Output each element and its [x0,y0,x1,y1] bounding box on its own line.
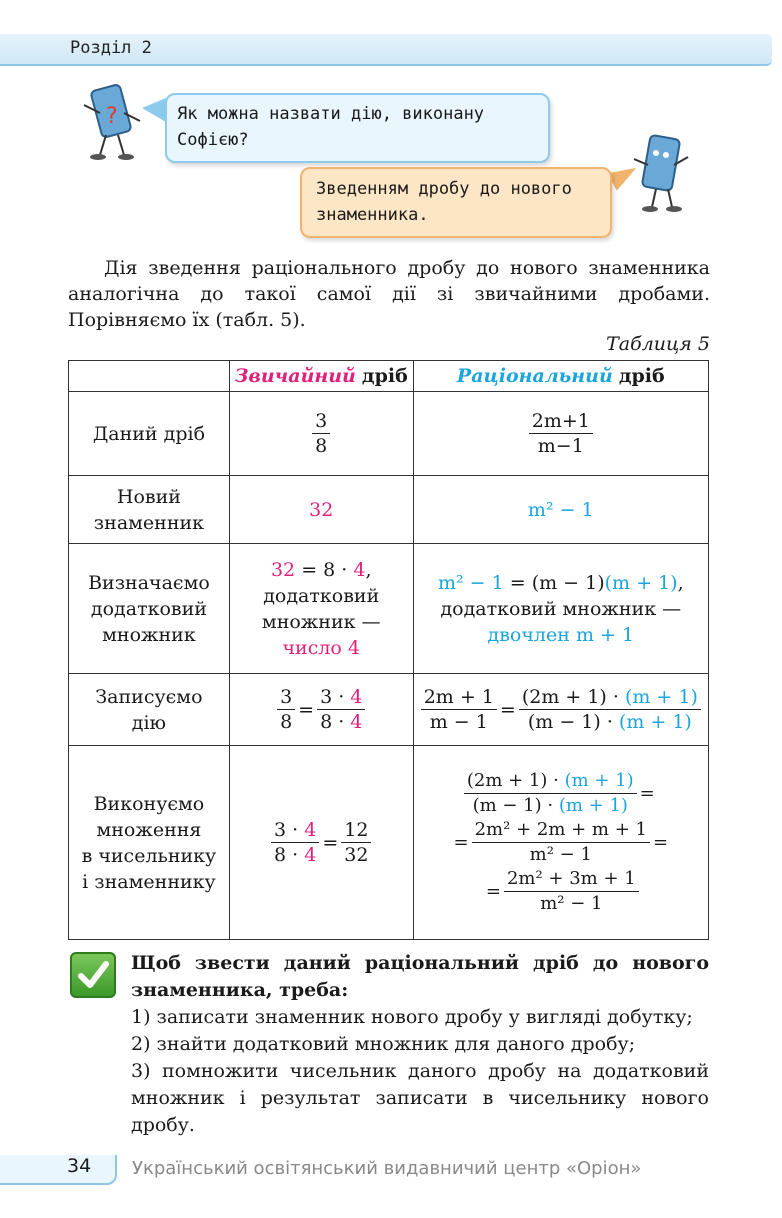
rule-step-2: 2) знайти додатковий множник для даного дробу; [131,1033,636,1055]
rational-multiply: $\frac{(2m + 1) \cdot (m + 1)}{(m - 1) \cdot (m + 1)}$ = = $\frac{\text{2m² + 2m + m + 1}}{\text{m² − 1}}$ = = $\frac{\text{2m² + 3m + 1}}{\text{m² − 1}}$ [413,746,708,940]
rational-factor: m² − 1 = (m − 1)(m + 1), додатковий множник — двочлен m + 1 [413,544,708,674]
table-header-row [69,361,709,392]
header-empty-cell [69,361,230,392]
checkmark-icon [70,952,116,998]
rational-given-fraction: $\frac{2m+1}{m-1}$ [413,392,708,476]
comparison-table [68,360,709,940]
rational-new-denominator: m² − 1 [413,476,708,544]
table-row [69,746,709,940]
answer-line-2: знаменника. [316,205,429,225]
intro-paragraph [68,255,710,333]
row-label-write: Записуємо дію [69,674,230,746]
speech-tail-left [142,98,166,122]
row-label-new-denominator: Новий знаменник [69,476,230,544]
table-row [69,544,709,674]
ordinary-given-fraction: $\frac{3}{8}$ [229,392,413,476]
chapter-label: Розділ 2 [70,38,152,58]
rule-step-3: 3) помножити чисельник даного дробу на додатковий множник і результат записати в чисельнику нового дробу. [131,1060,709,1136]
question-bubble [165,93,550,163]
rational-write: $\frac{2m + 1}{m - 1}$ = $\frac{(2m + 1) \cdot (m + 1)}{(m - 1) \cdot (m + 1)}$ [413,674,708,746]
rule-title: Щоб звести даний раціональний дріб до нового знаменника, треба: [131,952,709,1001]
row-label-factor: Визначаємо додатковий множник [69,544,230,674]
phone-character-left [82,83,152,163]
answer-bubble [300,167,612,238]
footer-tab [0,1155,117,1185]
table-row [69,674,709,746]
table-row [69,476,709,544]
page-number: 34 [67,1155,92,1177]
table-caption: Таблиця 5 [606,333,710,355]
ordinary-multiply: $\frac{3 \cdot 4}{8 \cdot 4}$ = $\frac{12}{32}$ [229,746,413,940]
question-line-1: Як можна назвати дію, виконану [177,104,485,124]
publisher-name: Український освітянський видавничий центр «Оріон» [132,1158,642,1179]
header-ordinary: Звичайний дріб [229,361,413,392]
intro-text: Дія зведення раціонального дробу до нового знаменника аналогічна до такої самої дії зі звичайними дробами. Порівняємо їх (табл. 5). [68,257,710,331]
table-row [69,392,709,476]
row-label-multiply: Виконуємо множення в чисельнику і знаменнику [69,746,230,940]
answer-line-1: Зведенням дробу до нового [316,179,572,199]
ordinary-new-denominator: 32 [229,476,413,544]
question-line-2: Софією? [177,130,249,150]
rule-step-1: 1) записати знаменник нового дробу у вигляді добутку; [131,1006,693,1028]
ordinary-write: $\frac{3}{8}$ = $\frac{3 \cdot 4}{8 \cdot 4}$ [229,674,413,746]
svg-text:?: ? [106,104,118,129]
header-rational: Раціональний дріб [413,361,708,392]
row-label-given: Даний дріб [69,392,230,476]
rule-block [131,950,709,1139]
chapter-header [0,34,772,66]
ordinary-factor: 32 = 8 · 4, додатковий множник — число 4 [229,544,413,674]
